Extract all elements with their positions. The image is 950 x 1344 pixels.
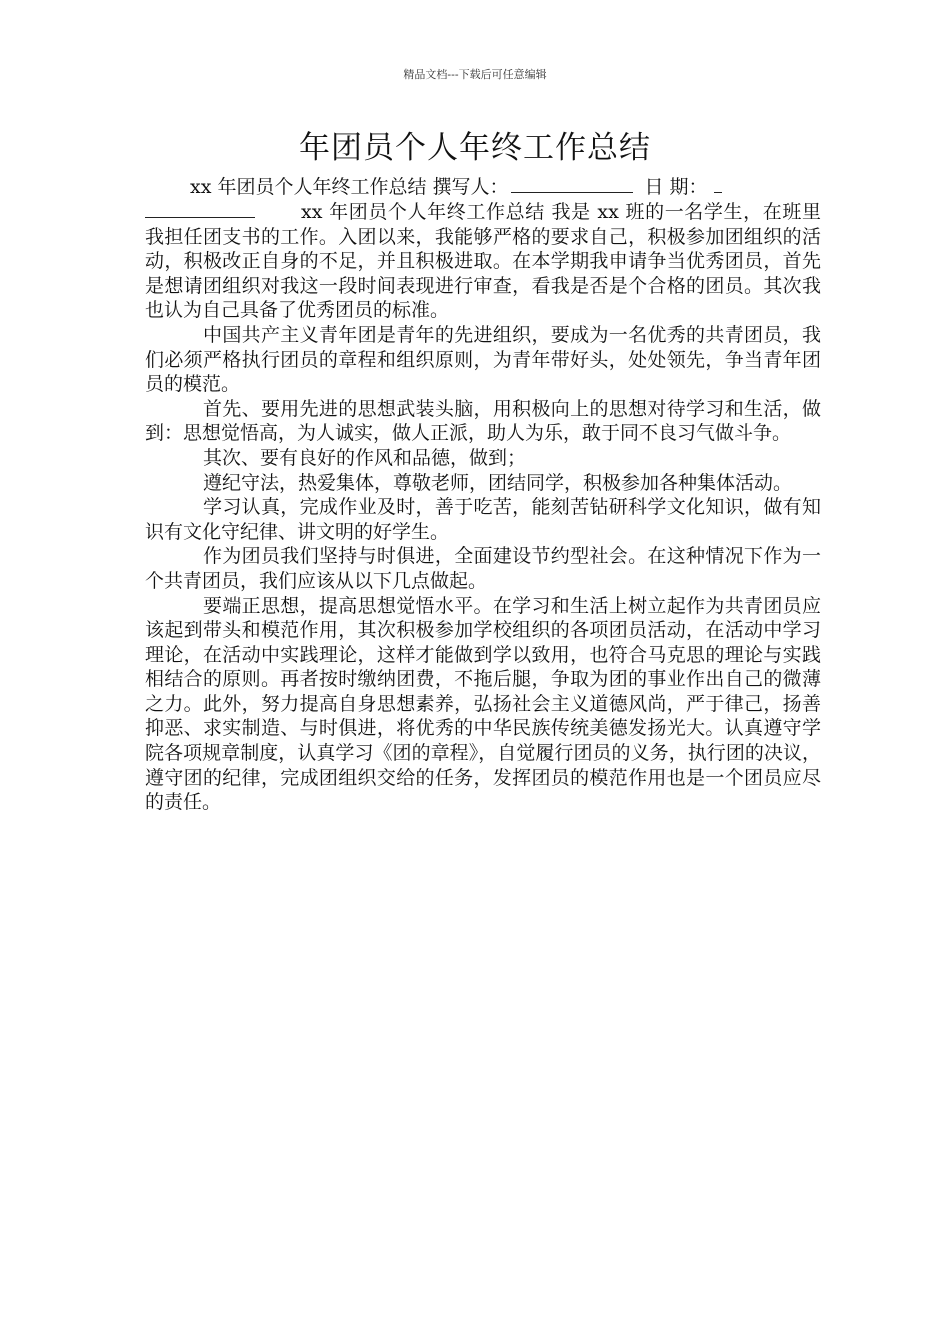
- paragraph-1-text: xx 年团员个人年终工作总结 我是 xx 班的一名学生，在班里我担任团支书的工作。入团以来，我能够严格的要求自己，积极参加团组织的活动，积极改正自身的不足，并且积极进取。在本学期我申请争当优秀团员，首先是想请团组织对我这一段时间表现进行审查，看我是否是个合格的团员。其次我也认为自己具备了优秀团员的标准。: [145, 201, 821, 322]
- meta-prefix: xx 年团员个人年终工作总结 撰写人：: [190, 176, 509, 198]
- paragraph-3: 首先、要用先进的思想武装头脑，用积极向上的思想对待学习和生活，做到：思想觉悟高，为人诚实，做人正派，助人为乐，敢于同不良习气做斗争。: [145, 397, 821, 445]
- paragraph-7: 作为团员我们坚持与时俱进，全面建设节约型社会。在这种情况下作为一个共青团员，我们应该从以下几点做起。: [145, 545, 821, 592]
- date-label: 日 期：: [644, 176, 708, 198]
- paragraph-4: 其次、要有良好的作风和品德，做到；: [203, 446, 527, 469]
- paragraph-8: 要端正思想，提高思想觉悟水平。在学习和生活上树立起作为共青团员应该起到带头和模范作用，其次积极参加学校组织的各项团员活动，在活动中学习理论，在活动中实践理论，这样才能做到学以致用，也符合马克思的理论与实践相结合的原则。再者按时缴纳团费，不拖后腿，争取为团的事业作出自己的微薄之力。此外，努力提高自身思想素养，弘扬社会主义道德风尚，严于律己，扬善抑恶、求实制造、与时俱进，将优秀的中华民族传统美德发扬光大。认真遵守学院各项规章制度，认真学习《团的章程》，自觉履行团员的义务，执行团的决议，遵守团的纪律，完成团组织交给的任务，发挥团员的模范作用也是一个团员应尽的责任。: [145, 594, 821, 814]
- paragraph-5: 遵纪守法，热爱集体，尊敬老师，团结同学，积极参加各种集体活动。: [203, 471, 793, 494]
- date-blank: [714, 174, 722, 193]
- author-blank: [511, 174, 633, 193]
- header-note: 精品文档---下载后可任意编辑: [403, 68, 547, 81]
- date-blank-continued: [145, 199, 255, 218]
- meta-line: [190, 174, 830, 200]
- paragraph-1: [145, 199, 821, 323]
- document-body: [145, 199, 821, 815]
- paragraph-6: 学习认真，完成作业及时，善于吃苦，能刻苦钻研科学文化知识，做有知识有文化守纪律、讲文明的好学生。: [145, 496, 821, 543]
- paragraph-2: 中国共产主义青年团是青年的先进组织，要成为一名优秀的共青团员，我们必须严格执行团员的章程和组织原则，为青年带好头，处处领先，争当青年团员的模范。: [145, 323, 821, 396]
- document-title: 年团员个人年终工作总结: [299, 130, 651, 166]
